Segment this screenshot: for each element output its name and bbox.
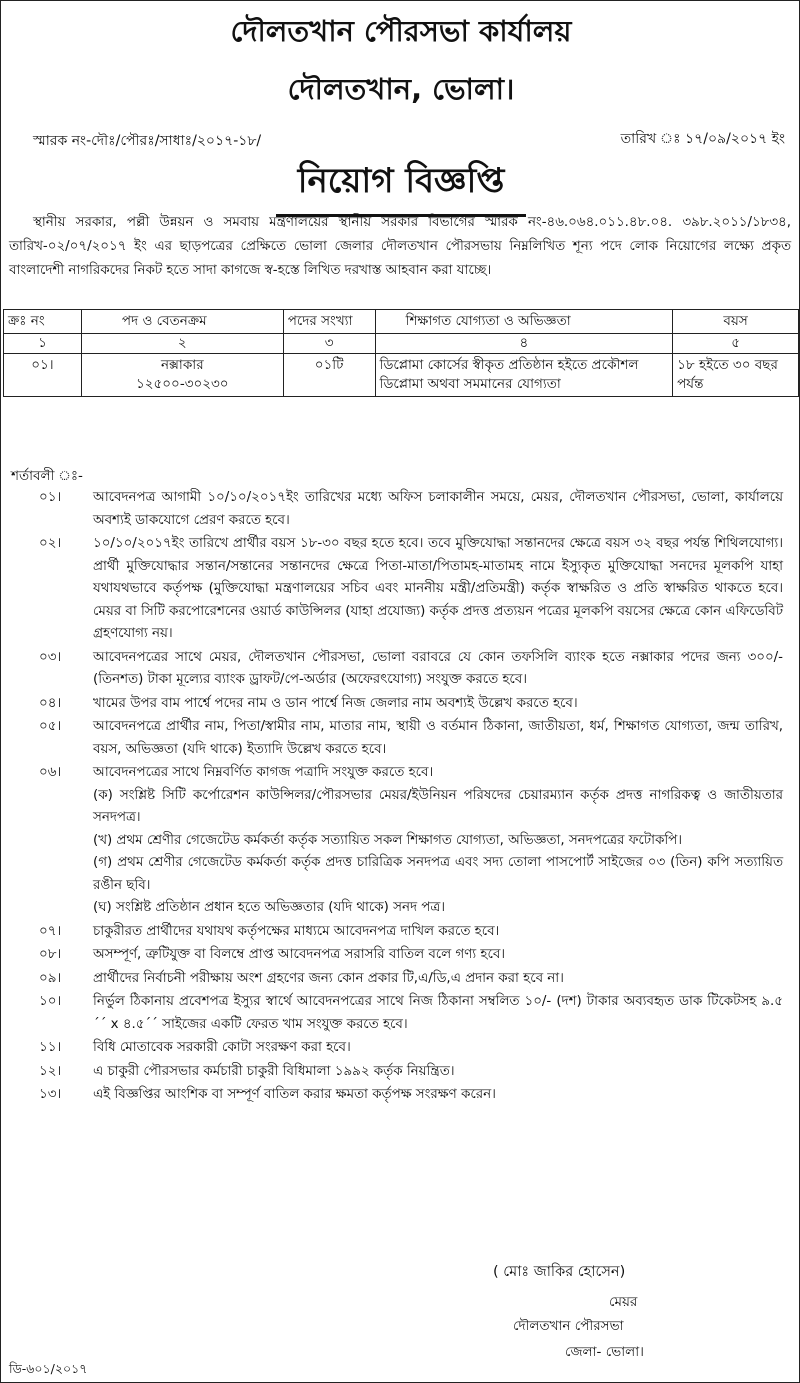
condition-text: চাকুরীরত প্রার্থীদের যথাযথ কর্তৃপক্ষের মাধ্যমে আবেদনপত্র দাখিল করতে হবে।	[93, 923, 500, 939]
column-number-row	[4, 334, 799, 354]
condition-number: ০৩।	[39, 649, 62, 665]
col-number: ৪	[375, 334, 673, 354]
condition-text: অসম্পূর্ণ, ত্রুটিযুক্ত বা বিলম্বে প্রাপ্ত আবেদনপত্র সরাসরি বাতিল বলে গণ্য হবে।	[93, 947, 506, 962]
condition-number: ০২।	[39, 536, 62, 551]
row-pay-scale: ১২৫০০-৩০২৩০	[135, 376, 229, 392]
list-item	[1, 921, 800, 944]
row-post-name: নক্সাকার	[160, 357, 204, 373]
condition-number: ১০।	[39, 994, 62, 1009]
list-item	[1, 647, 800, 692]
header-qualification: শিক্ষাগত যোগ্যতা ও অভিজ্ঞতা	[375, 310, 673, 334]
intro-paragraph: স্থানীয় সরকার, পল্লী উন্নয়ন ও সমবায় মন্ত্রণালয়ের স্থানীয় সরকার বিভাগের স্মারক নং-৪৬.০৬৪.০১১.৪৮.০৪. ৩৯৮.২০১১/১৮৩৪, তারিখ-০২/০৭/২০১৭ ইং এর ছাড়পত্রের প্রেক্ষিতে ভোলা জেলার দৌলতখান পৌরসভায় নিম্নলিখিত শূন্য পদে লোক নিয়োগের লক্ষ্যে প্রকৃত বাংলাদেশী নাগরিকদের নিকট হতে সাদা কাগজে স্ব-হস্তে লিখিত দরখাস্ত আহবান করা যাচ্ছে।	[9, 215, 792, 278]
list-item	[1, 968, 800, 991]
row-qualification: ডিপ্লোমা কোর্সের স্বীকৃত প্রতিষ্ঠান হইতে প্রকৌশল ডিপ্লোমা অথবা সমমানের যোগ্যতা	[375, 354, 673, 397]
condition-text: খামের উপর বাম পার্শ্বে পদের নাম ও ডান পার্শ্বে নিজ জেলার নাম অবশ্যই উল্লেখ করতে হবে।	[93, 695, 578, 711]
col-number: ৩	[283, 334, 375, 354]
row-serial: ০১।	[4, 354, 82, 397]
condition-text: প্রার্থীদের নির্বাচনী পরীক্ষায় অংশ গ্রহণের জন্য কোন প্রকার টি,এ/ডি,এ প্রদান করা হবে না।	[93, 970, 564, 986]
condition-number: ০৬।	[39, 765, 62, 780]
list-item	[1, 716, 800, 761]
condition-number: ০৯।	[39, 970, 62, 986]
memo-number: স্মারক নং-দৌঃ/পৌরঃ/সাধাঃ/২০১৭-১৮/	[33, 133, 262, 149]
col-number: ২	[81, 334, 283, 354]
condition-sub-item: (গ) প্রথম শ্রেণীর গেজেটেড কর্মকর্তা কর্তৃক প্রদত্ত চারিত্রিক সনদপত্র এবং সদ্য তোলা পাসপোর্ট সাইজের ০৩ (তিন) কপি সত্যায়িত রঙীন ছবি।	[93, 855, 783, 893]
header-post: পদ ও বেতনক্রম	[81, 310, 283, 334]
list-item	[1, 1084, 800, 1107]
condition-number: ০৪।	[39, 695, 62, 711]
list-item	[1, 991, 800, 1036]
condition-text: বিধি মোতাবেক সরকারী কোটা সংরক্ষণ করা হবে।	[93, 1040, 351, 1055]
condition-text: আবেদনপত্র আগামী ১০/১০/২০১৭ইং তারিখের মধ্যে অফিস চলাকালীন সময়ে, মেয়র, দৌলতখান পৌরসভা, ভোলা, কার্যালয়ে অবশ্যই ডাকযোগে প্রেরণ করতে হবে।	[93, 490, 783, 528]
office-name: দৌলতখান পৌরসভা কার্যালয়	[230, 14, 572, 48]
list-item	[1, 693, 800, 716]
list-item	[1, 944, 800, 967]
condition-text: আবেদনপত্রের সাথে মেয়র, দৌলতখান পৌরসভা, ভোলা বরাবরে যে কোন তফসিলি ব্যাংক হতে নক্সাকার পদের জন্য ৩০০/-(তিনশত) টাকা মূল্যের ব্যাংক ড্রাফট/পে-অর্ডার (অফেরৎযোগ্য) সংযুক্ত করতে হবে।	[93, 649, 783, 687]
condition-text: আবেদনপত্রের সাথে নিম্নবর্ণিত কাগজ পত্রাদি সংযুক্ত করতে হবে।	[93, 765, 434, 780]
signatory-title: মেয়র	[609, 1294, 638, 1310]
header-serial: ক্রঃ নং	[4, 310, 82, 334]
condition-number: ০৭।	[39, 923, 62, 939]
condition-text: ১০/১০/২০১৭ইং তারিখে প্রার্থীর বয়স ১৮-৩০ বছর হতে হবে। তবে মুক্তিযোদ্ধা সন্তানদের ক্ষেত্রে বয়স ৩২ বছর পর্যন্ত শিথিলযোগ্য। প্রার্থী মুক্তিযোদ্ধার সন্তান/সন্তানের সন্তানদের ক্ষেত্রে পিতা-মাতা/পিতামহ-মাতামহ নামে ইস্যুকৃত মুক্তিযোদ্ধা সনদের মূলকপি যাহা যথাযথভাবে কর্তৃপক্ষ (মুক্তিযোদ্ধা মন্ত্রণালয়ের সচিব এবং মাননীয় মন্ত্রী/প্রতিমন্ত্রী) কর্তৃক স্বাক্ষরিত ও প্রতি স্বাক্ষরিত থাকতে হবে। মেয়র বা সিটি করপোরেশনের ওয়ার্ড কাউন্সিলর (যাহা প্রযোজ্য) কর্তৃক প্রদত্ত প্রত্যয়ন পত্রের মূলকপি বয়সের ক্ষেত্রে কোন এফিডেবিট গ্রহণযোগ্য নয়।	[93, 536, 783, 641]
conditions-heading: শর্তাবলী ঃ-	[11, 468, 83, 484]
condition-text: নির্ভুল ঠিকানায় প্রবেশপত্র ইস্যুর স্বার্থে আবেদনপত্রের সাথে নিজ ঠিকানা সম্বলিত ১০/- (দশ) টাকার অব্যবহৃত ডাক টিকেটসহ ৯.৫´´ x ৪.৫´´ সাইজের একটি ফেরত খাম সংযুক্ত করতে হবে।	[93, 994, 783, 1032]
condition-text: আবেদনপত্রে প্রার্থীর নাম, পিতা/স্বামীর নাম, মাতার নাম, স্থায়ী ও বর্তমান ঠিকানা, জাতীয়তা, ধর্ম, শিক্ষাগত যোগ্যতা, জন্ম তারিখ, বয়স, অভিজ্ঞতা (যদি থাকে) ইত্যাদি উল্লেখ করতে হবে।	[93, 719, 783, 757]
condition-number: ১১।	[39, 1040, 62, 1055]
vacancy-table	[3, 309, 799, 397]
condition-sub-item: (ক) সংশ্লিষ্ট সিটি কর্পোরেশন কাউন্সিলর/পৌরসভার মেয়র/ইউনিয়ন পরিষদের চেয়ারম্যান কর্তৃক প্রদত্ত নাগরিকত্ব ও জাতীয়তার সনদপত্র।	[93, 787, 783, 825]
header-count: পদের সংখ্যা	[283, 310, 375, 334]
condition-number: ১৩।	[39, 1087, 62, 1102]
col-number: ৫	[673, 334, 799, 354]
condition-text-group	[93, 762, 783, 920]
condition-number: ০৫।	[39, 719, 62, 734]
header-age: বয়স	[673, 310, 799, 334]
list-item	[1, 762, 800, 920]
condition-text: এ চাকুরী পৌরসভার কর্মচারী চাকুরী বিধিমালা ১৯৯২ কর্তৃক নিয়ন্ত্রিত।	[93, 1063, 455, 1079]
signatory-name: ( মোঃ জাকির হোসেন)	[493, 1264, 626, 1280]
notice-date: তারিখ ঃ ১৭/০৯/২০১৭ ইং	[620, 131, 785, 147]
condition-number: ০৮।	[39, 947, 62, 962]
list-item	[1, 1061, 800, 1084]
row-post-count: ০১টি	[283, 354, 375, 397]
condition-text: এই বিজ্ঞপ্তির আংশিক বা সম্পূর্ণ বাতিল করার ক্ষমতা কর্তৃপক্ষ সংরক্ষণ করেন।	[93, 1087, 496, 1102]
condition-number: ১২।	[39, 1063, 62, 1079]
condition-number: ০১।	[39, 490, 62, 505]
list-item	[1, 487, 800, 532]
condition-sub-item: (ঘ) সংশ্লিষ্ট প্রতিষ্ঠান প্রধান হতে অভিজ্ঞতার (যদি থাকে) সনদ পত্র।	[93, 900, 445, 915]
conditions-list	[1, 487, 800, 1108]
list-item	[1, 1037, 800, 1060]
condition-sub-item: (খ) প্রথম শ্রেণীর গেজেটেড কর্মকর্তা কর্তৃক সত্যায়িত সকল শিক্ষাগত যোগ্যতা, অভিজ্ঞতা, সনদপত্রের ফটোকপি।	[93, 832, 683, 848]
table-header-row	[4, 310, 799, 334]
signatory-district: জেলা- ভোলা।	[565, 1344, 644, 1360]
notice-title: নিয়োগ বিজ্ঞপ্তি	[276, 155, 526, 217]
list-item	[1, 533, 800, 646]
col-number: ১	[4, 334, 82, 354]
table-row	[4, 354, 799, 397]
row-post-cell	[81, 354, 283, 397]
signatory-office: দৌলতখান পৌরসভা	[513, 1318, 624, 1334]
office-location: দৌলতখান, ভোলা।	[287, 72, 515, 106]
row-age: ১৮ হইতে ৩০ বছর পর্যন্ত	[673, 354, 799, 397]
reference-number: ডি-৬০১/২০১৭	[9, 1361, 88, 1376]
